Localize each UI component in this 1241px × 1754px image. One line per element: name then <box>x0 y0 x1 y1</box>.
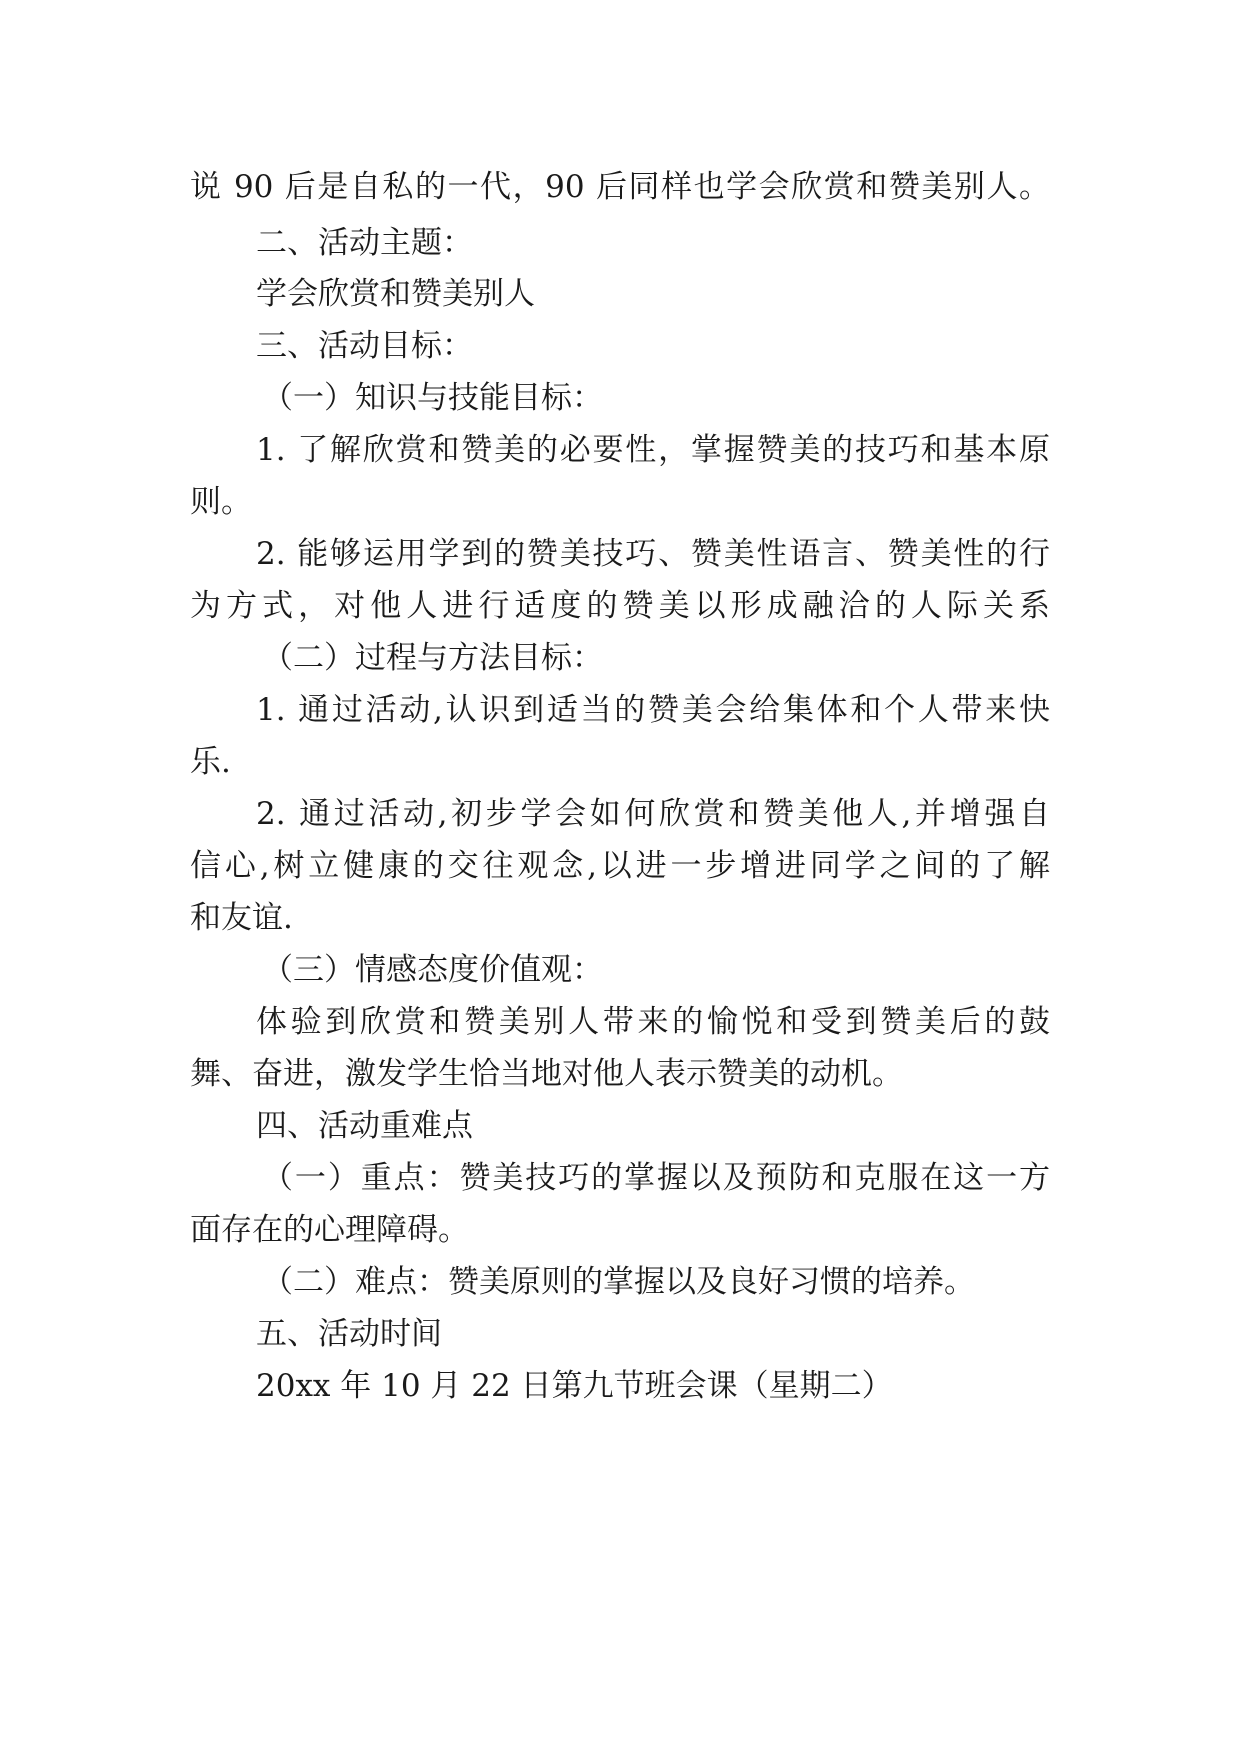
paragraph-line: （一）重点：赞美技巧的掌握以及预防和克服在这一方 <box>262 1160 1050 1196</box>
list-item-line: 和友谊. <box>190 900 293 936</box>
section-heading-theme: 二、活动主题： <box>256 225 473 261</box>
list-item-line: 信心,树立健康的交往观念,以进一步增进同学之间的了解 <box>190 848 1050 884</box>
list-item-line: 2. 通过活动,初步学会如何欣赏和赞美他人,并增强自 <box>256 796 1050 832</box>
paragraph-line: 20xx 年 10 月 22 日第九节班会课（星期二） <box>256 1368 893 1404</box>
paragraph-line: 舞、奋进，激发学生恰当地对他人表示赞美的动机。 <box>190 1056 903 1092</box>
paragraph-line: 说 90 后是自私的一代，90 后同样也学会欣赏和赞美别人。 <box>190 169 1050 205</box>
list-item-line: 1. 通过活动,认识到适当的赞美会给集体和个人带来快 <box>256 692 1050 728</box>
paragraph-line: （二）难点：赞美原则的掌握以及良好习惯的培养。 <box>262 1264 975 1300</box>
subsection-heading: （一）知识与技能目标： <box>262 380 603 416</box>
subsection-heading: （二）过程与方法目标： <box>262 640 603 676</box>
list-item-line: 2. 能够运用学到的赞美技巧、赞美性语言、赞美性的行 <box>256 536 1050 572</box>
section-heading-goals: 三、活动目标： <box>256 328 473 364</box>
list-item-line: 1. 了解欣赏和赞美的必要性，掌握赞美的技巧和基本原 <box>256 432 1050 468</box>
list-item-line: 为方式，对他人进行适度的赞美以形成融洽的人际关系 <box>190 588 1050 624</box>
list-item-line: 则。 <box>190 484 252 520</box>
section-heading-key-points: 四、活动重难点 <box>256 1108 473 1144</box>
paragraph-line: 体验到欣赏和赞美别人带来的愉悦和受到赞美后的鼓 <box>256 1004 1050 1040</box>
subsection-heading: （三）情感态度价值观： <box>262 952 603 988</box>
paragraph-line: 面存在的心理障碍。 <box>190 1212 469 1248</box>
section-heading-time: 五、活动时间 <box>256 1316 442 1352</box>
paragraph-line: 学会欣赏和赞美别人 <box>256 276 535 312</box>
list-item-line: 乐. <box>190 744 231 780</box>
